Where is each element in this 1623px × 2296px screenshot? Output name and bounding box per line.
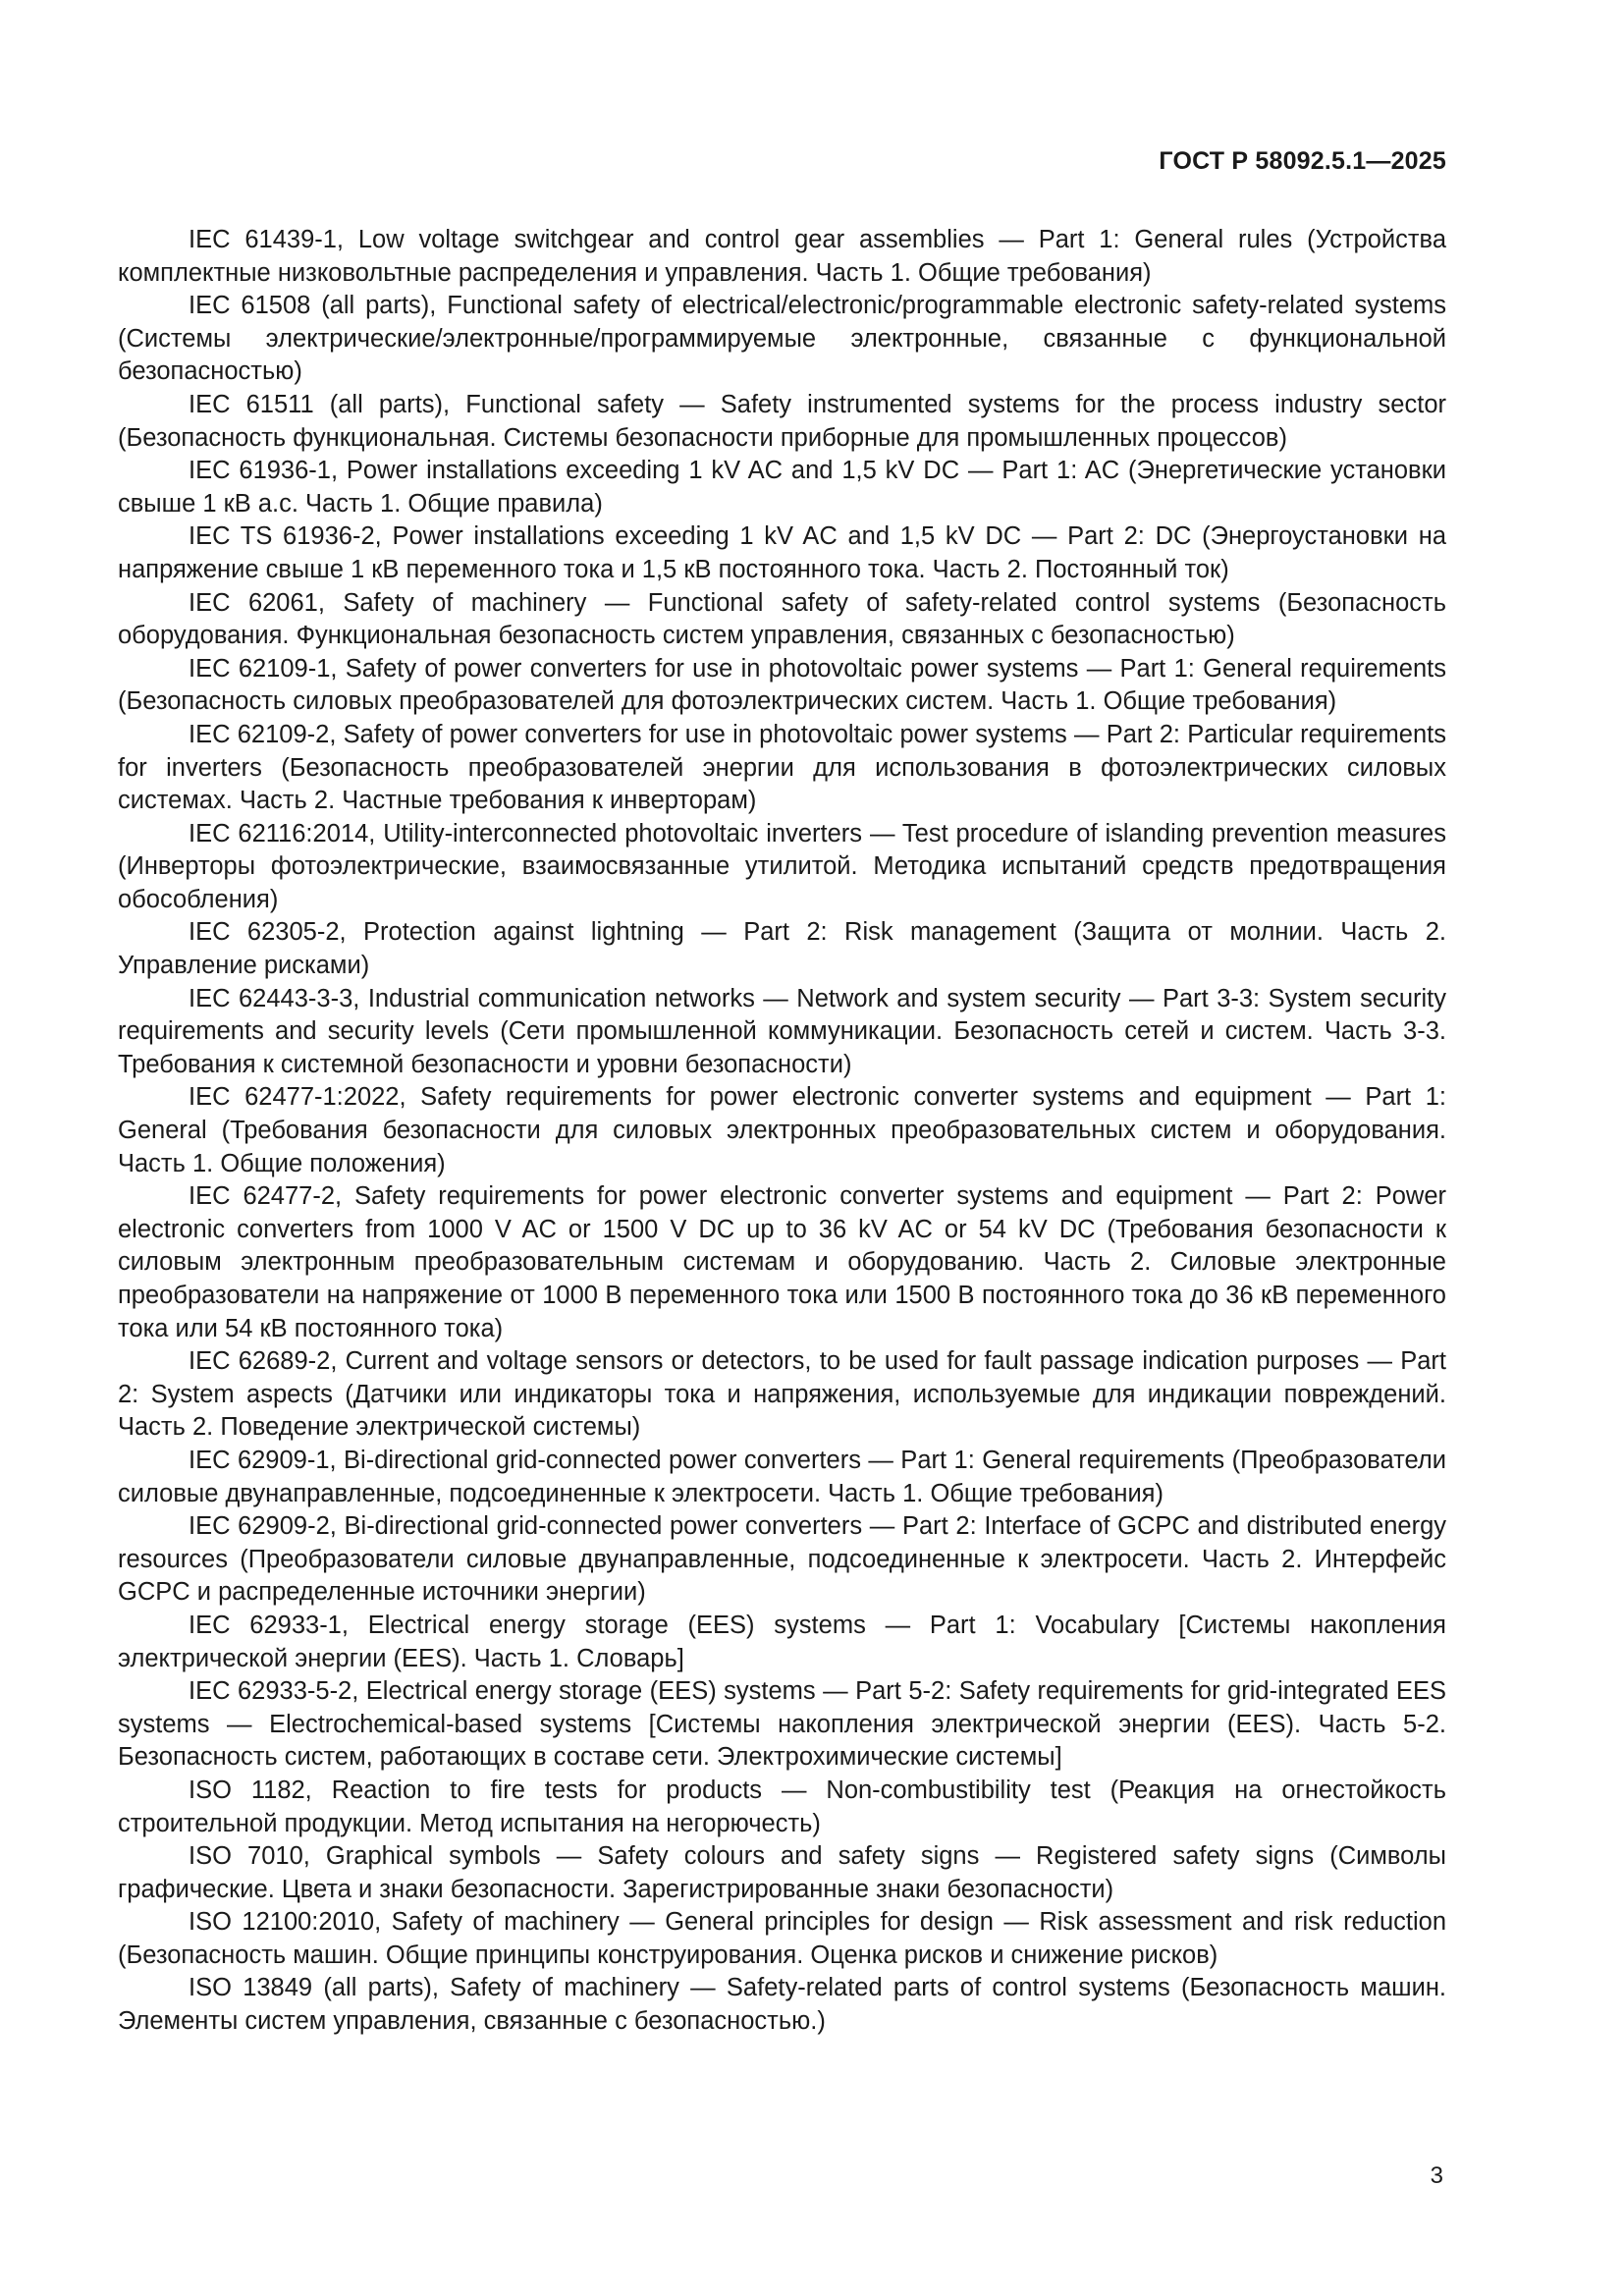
reference-list [118, 224, 1446, 2039]
reference-entry: IEC 61508 (all parts), Functional safety of electrical/electronic/programmable electronic safety-related systems (Системы электрические/электронные/программируемые электронные, связанные с функциональной безопасностью) [118, 292, 1446, 386]
reference-entry: ISO 12100:2010, Safety of machinery — General principles for design — Risk assessment and risk reduction (Безопасность машин. Общие принципы конструирования. Оценка рисков и снижение рисков) [118, 1908, 1446, 1969]
reference-entry: IEC 62305-2, Protection against lightning — Part 2: Risk management (Защита от молнии. Часть 2. Управление рисками) [118, 918, 1446, 980]
reference-entry: IEC 62933-1, Electrical energy storage (EES) systems — Part 1: Vocabulary [Системы накопления электрической энергии (EES). Часть 1. Словарь] [118, 1611, 1446, 1672]
reference-entry: IEC 62109-1, Safety of power converters for use in photovoltaic power systems — Part 1: General requirements (Безопасность силовых преобразователей для фотоэлектрических систем. Часть 1. Общие требования) [118, 654, 1446, 716]
reference-entry: IEC TS 61936-2, Power installations exceeding 1 kV AC and 1,5 kV DC — Part 2: DC (Энергоустановки на напряжение свыше 1 кВ переменного тока и 1,5 кВ постоянного тока. Часть 2. Постоянный ток) [118, 522, 1446, 583]
reference-entry: IEC 62477-2, Safety requirements for power electronic converter systems and equipment — Part 2: Power electronic converters from 1000 V AC or 1500 V DC up to 36 kV AC or 54 kV DC (Требования безопасности к силовым электронным преобразовательным системам и оборудованию. Часть 2. Силовые электронные преобразователи на напряжение от 1000 В переменного тока или 1500 В постоянного тока до 36 кВ переменного тока или 54 кВ постоянного тока) [118, 1182, 1446, 1342]
reference-entry: ISO 1182, Reaction to fire tests for products — Non-combustibility test (Реакция на огнестойкость строительной продукции. Метод испытания на негорючесть) [118, 1776, 1446, 1837]
reference-entry: IEC 62109-2, Safety of power converters for use in photovoltaic power systems — Part 2: Particular requirements for inverters (Безопасность преобразователей энергии для использования в фотоэлектрических силовых системах. Часть 2. Частные требования к инверторам) [118, 720, 1446, 815]
reference-entry: IEC 62477-1:2022, Safety requirements for power electronic converter systems and equipment — Part 1: General (Требования безопасности для силовых электронных преобразовательных систем и оборудования. Часть 1. Общие положения) [118, 1083, 1446, 1177]
reference-entry: IEC 62689-2, Current and voltage sensors or detectors, to be used for fault passage indication purposes — Part 2: System aspects (Датчики или индикаторы тока и напряжения, используемые для индикации повреждений. Часть 2. Поведение электрической системы) [118, 1347, 1446, 1442]
reference-entry: IEC 62909-2, Bi-directional grid-connected power converters — Part 2: Interface of GCPC and distributed energy resources (Преобразователи силовые двунаправленные, подсоединенные к электросети. Часть 2. Интерфейс GCPC и распределенные источники энергии) [118, 1512, 1446, 1607]
reference-entry: IEC 62933-5-2, Electrical energy storage (EES) systems — Part 5-2: Safety requirements for grid-integrated EES systems — Electrochemical-based systems [Системы накопления электрической энергии (EES). Часть 5-2. Безопасность систем, работающих в составе сети. Электрохимические системы] [118, 1677, 1446, 1772]
reference-entry: IEC 62443-3-3, Industrial communication networks — Network and system security — Part 3-3: System security requirements and security levels (Сети промышленной коммуникации. Безопасность сетей и систем. Часть 3-3. Требования к системной безопасности и уровни безопасности) [118, 984, 1446, 1078]
reference-entry: IEC 62909-1, Bi-directional grid-connected power converters — Part 1: General requirements (Преобразователи силовые двунаправленные, подсоединенные к электросети. Часть 1. Общие требования) [118, 1446, 1446, 1507]
reference-entry: ISO 7010, Graphical symbols — Safety colours and safety signs — Registered safety signs (Символы графические. Цвета и знаки безопасности. Зарегистрированные знаки безопасности) [118, 1842, 1446, 1903]
reference-entry: IEC 61439-1, Low voltage switchgear and control gear assemblies — Part 1: General rules (Устройства комплектные низковольтные распределения и управления. Часть 1. Общие требования) [118, 226, 1446, 287]
reference-entry: IEC 61511 (all parts), Functional safety — Safety instrumented systems for the process industry sector (Безопасность функциональная. Системы безопасности приборные для промышленных процессов) [118, 390, 1446, 452]
page-header-standard: ГОСТ Р 58092.5.1—2025 [1159, 147, 1446, 175]
reference-entry: IEC 62061, Safety of machinery — Functional safety of safety-related control systems (Безопасность оборудования. Функциональная безопасность систем управления, связанных с безопасностью) [118, 588, 1446, 650]
page-number: 3 [1430, 2162, 1443, 2189]
reference-entry: IEC 62116:2014, Utility-interconnected photovoltaic inverters — Test procedure of islanding prevention measures (Инверторы фотоэлектрические, взаимосвязанные утилитой. Методика испытаний средств предотвращения обособления) [118, 819, 1446, 913]
reference-entry: ISO 13849 (all parts), Safety of machinery — Safety-related parts of control systems (Безопасность машин. Элементы систем управления, связанные с безопасностью.) [118, 1974, 1446, 2036]
reference-entry: IEC 61936-1, Power installations exceeding 1 kV AC and 1,5 kV DC — Part 1: AC (Энергетические установки свыше 1 кВ a.c. Часть 1. Общие правила) [118, 457, 1446, 518]
